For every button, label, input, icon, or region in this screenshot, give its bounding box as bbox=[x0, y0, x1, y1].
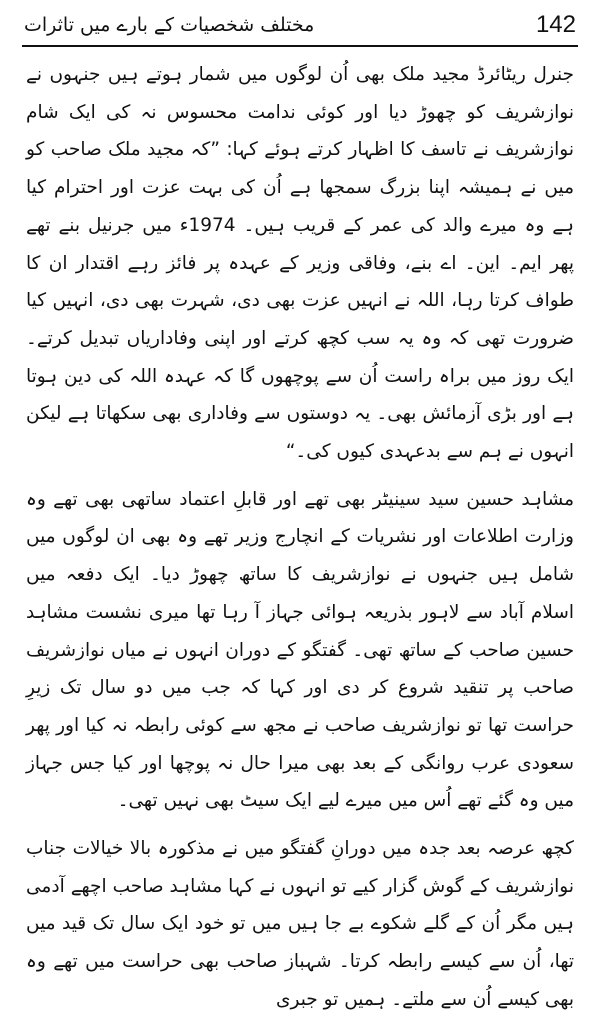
paragraph-mushahid-hussain: مشاہد حسین سید سینیٹر بھی تھے اور قابلِ اعتماد ساتھی بھی تھے وہ وزارت اطلاعات اور نشریات کے انچارج وزیر تھے وہ بھی ان لوگوں میں شامل ہیں جنہوں نے نوازشریف کا ساتھ چھوڑ دیا۔ ایک دفعہ میں اسلام آباد سے لاہور بذریعہ ہوائی جہاز آ رہا تھا میری نشست مشاہد حسین صاحب کے ساتھ تھی۔ گفتگو کے دوران انہوں نے میاں نوازشریف صاحب پر تنقید شروع کر دی اور کہا کہ جب میں دو سال تک زیرِ حراست تھا تو نوازشریف صاحب نے مجھ سے کوئی رابطہ نہ کیا اور پھر سعودی عرب روانگی کے بعد بھی میرا حال نہ پوچھا اور کیا جس جہاز میں وہ گئے تھے اُس میں میرے لیے ایک سیٹ بھی نہیں تھی۔ bbox=[26, 488, 574, 812]
paragraph-jeddah-conversation: کچھ عرصہ بعد جدہ میں دورانِ گفتگو میں نے مذکورہ بالا خیالات جناب نوازشریف کے گوش گزار کیے تو انہوں نے کہا مشاہد صاحب اچھے آدمی ہیں مگر اُن کے گلے شکوے بے جا ہیں میں تو خود ایک سال تک قید میں تھا، اُن سے کیسے رابطہ کرتا۔ شہباز صاحب بھی حراست میں تھے وہ بھی کیسے اُن سے ملتے۔ ہمیں تو جبری bbox=[26, 838, 574, 1010]
paragraph-majeed-malik: جنرل ریٹائرڈ مجید ملک بھی اُن لوگوں میں شمار ہوتے ہیں جنہوں نے نوازشریف کو چھوڑ دیا اور کوئی ندامت محسوس نہ کی ایک شام نوازشریف نے تاسف کا اظہار کرتے ہوئے کہا: ”کہ مجید ملک صاحب کو میں نے ہمیشہ اپنا بزرگ سمجھا ہے اُن کی بہت عزت اور احترام کیا ہے وہ میرے والد کی عمر کے قریب ہیں۔ 1974ء میں جرنیل بنے تھے پھر ایم۔ این۔ اے بنے، وفاقی وزیر کے عہدہ پر فائز رہے اقتدار ان کا طواف کرتا رہا، اللہ نے انہیں عزت بھی دی، شہرت بھی دی، انہیں کیا ضرورت تھی کہ وہ یہ سب کچھ کرتے اور اپنی وفاداریاں تبدیل کرتے۔ ایک روز میں براہ راست اُن سے پوچھوں گا کہ عہدہ اللہ کی دین ہوتا ہے اور بڑی آزمائش بھی۔ یہ دوستوں سے وفاداری بھی سکھاتا ہے لیکن انہوں نے ہم سے بدعہدی کیوں کی۔“ bbox=[26, 64, 574, 463]
body-text bbox=[26, 56, 574, 1019]
page-number: 142 bbox=[535, 11, 576, 38]
header-divider bbox=[22, 45, 578, 47]
page-header bbox=[24, 8, 576, 44]
running-title: مختلف شخصیات کے بارے میں تاثرات bbox=[24, 14, 315, 36]
